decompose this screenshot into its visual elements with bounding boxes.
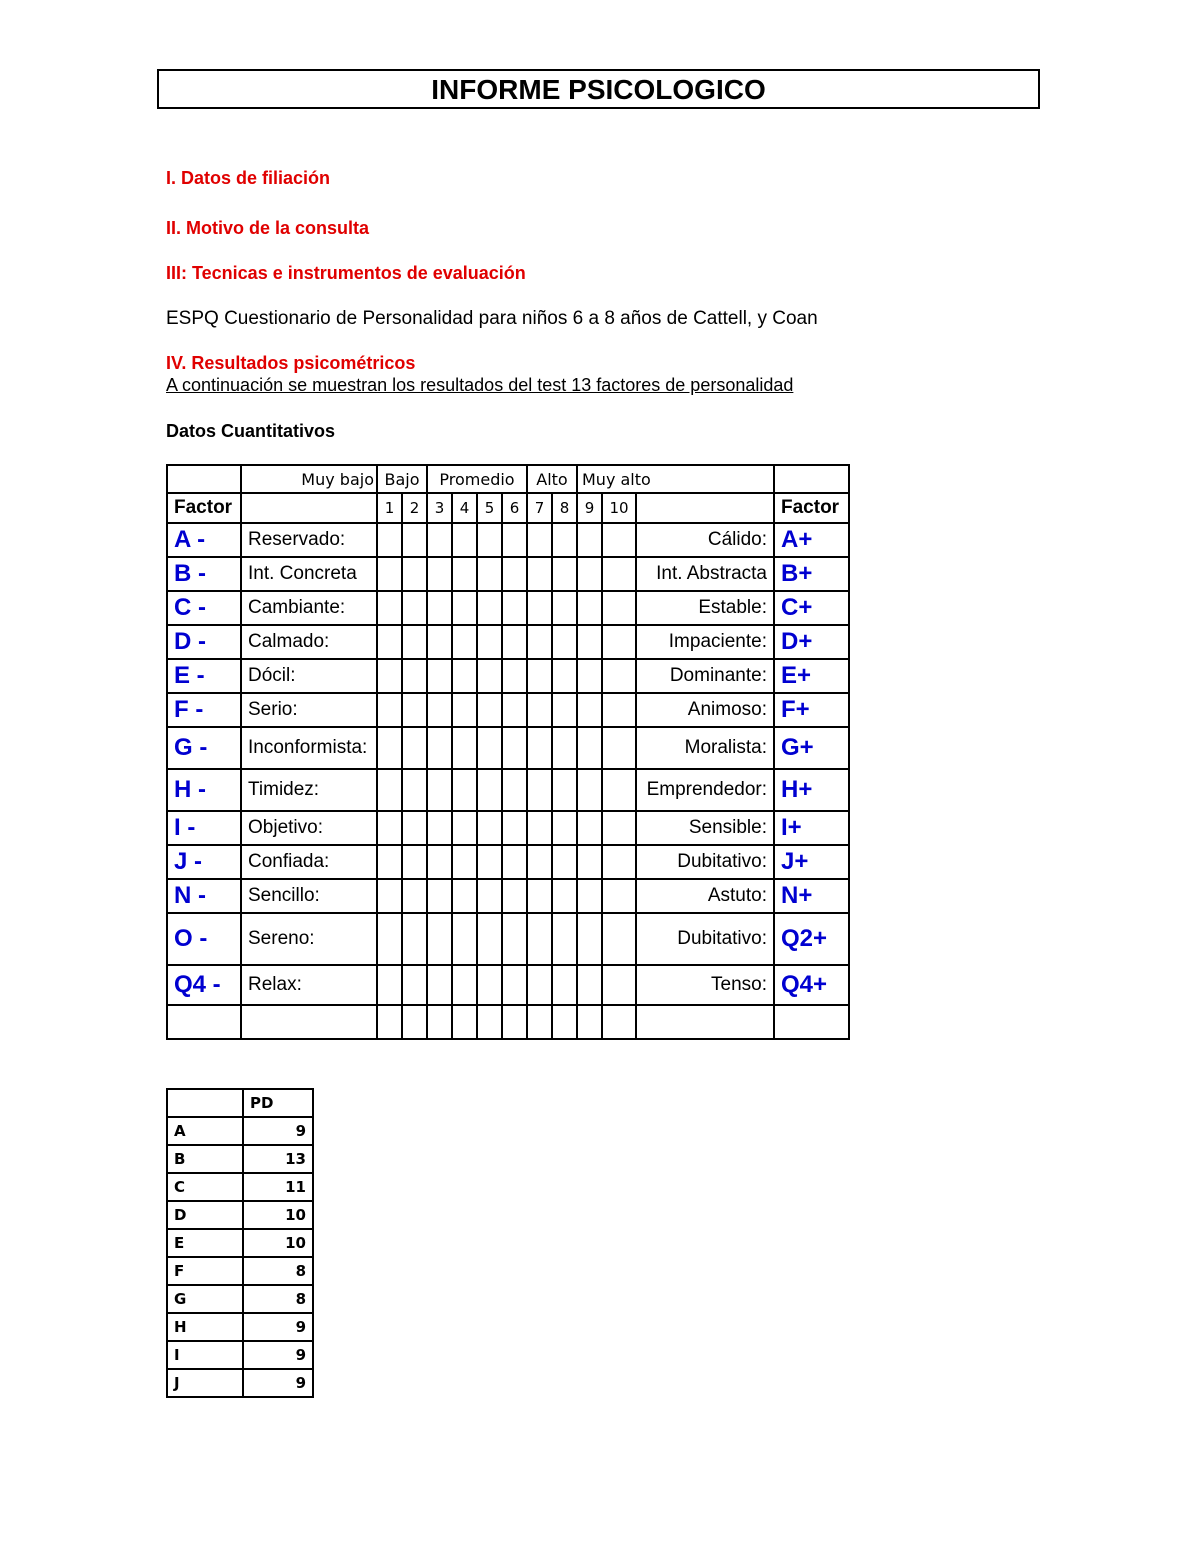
factor-profile-grid bbox=[166, 464, 850, 1040]
blank-cell bbox=[427, 1005, 452, 1039]
instrument-description: ESPQ Cuestionario de Personalidad para niños 6 a 8 años de Cattell, y Coan bbox=[166, 308, 818, 329]
section-datos-filiacion: I. Datos de filiación bbox=[166, 168, 331, 188]
score-cell bbox=[602, 693, 636, 727]
score-cell bbox=[402, 557, 427, 591]
score-cell bbox=[527, 965, 552, 1005]
right-factor-label: Dominante: bbox=[636, 659, 774, 693]
score-cell bbox=[477, 523, 502, 557]
right-factor-code: J+ bbox=[774, 845, 849, 879]
score-cell bbox=[527, 913, 552, 965]
left-factor-code: F - bbox=[167, 693, 241, 727]
pd-factor: H bbox=[167, 1313, 243, 1341]
score-cell bbox=[552, 591, 577, 625]
right-factor-code: N+ bbox=[774, 879, 849, 913]
score-cell bbox=[552, 693, 577, 727]
score-cell bbox=[602, 557, 636, 591]
blank-cell bbox=[167, 1089, 243, 1117]
score-cell bbox=[602, 523, 636, 557]
right-factor-code: F+ bbox=[774, 693, 849, 727]
score-cell bbox=[452, 591, 477, 625]
pd-value: 10 bbox=[243, 1201, 313, 1229]
score-cell bbox=[427, 693, 452, 727]
score-cell bbox=[577, 557, 602, 591]
score-cell bbox=[602, 879, 636, 913]
score-cell bbox=[577, 625, 602, 659]
score-cell bbox=[577, 659, 602, 693]
score-cell bbox=[452, 625, 477, 659]
factor-row bbox=[167, 811, 849, 845]
pd-score-table bbox=[166, 1088, 314, 1398]
score-cell bbox=[452, 693, 477, 727]
score-cell bbox=[577, 811, 602, 845]
score-cell bbox=[577, 879, 602, 913]
factor-row bbox=[167, 625, 849, 659]
section-resultados: IV. Resultados psicométricos bbox=[166, 353, 416, 373]
right-factor-code: I+ bbox=[774, 811, 849, 845]
score-cell bbox=[602, 769, 636, 811]
score-cell bbox=[577, 965, 602, 1005]
score-cell bbox=[477, 879, 502, 913]
score-cell bbox=[377, 659, 402, 693]
blank-cell bbox=[502, 1005, 527, 1039]
left-factor-label: Inconformista: bbox=[241, 727, 377, 769]
left-factor-code: D - bbox=[167, 625, 241, 659]
score-cell bbox=[377, 625, 402, 659]
score-cell bbox=[427, 965, 452, 1005]
pd-row bbox=[167, 1201, 313, 1229]
pd-factor: D bbox=[167, 1201, 243, 1229]
score-cell bbox=[502, 659, 527, 693]
score-cell bbox=[577, 913, 602, 965]
score-cell bbox=[452, 557, 477, 591]
left-factor-code: B - bbox=[167, 557, 241, 591]
score-cell bbox=[527, 591, 552, 625]
score-cell bbox=[552, 965, 577, 1005]
score-cell bbox=[477, 727, 502, 769]
score-cell bbox=[602, 591, 636, 625]
score-cell bbox=[602, 913, 636, 965]
score-cell bbox=[477, 693, 502, 727]
score-cell bbox=[577, 693, 602, 727]
score-cell bbox=[527, 625, 552, 659]
score-cell bbox=[552, 845, 577, 879]
factor-header-right: Factor bbox=[774, 493, 849, 523]
score-cell bbox=[477, 965, 502, 1005]
score-cell bbox=[477, 913, 502, 965]
score-cell bbox=[577, 591, 602, 625]
score-cell bbox=[552, 811, 577, 845]
pd-row bbox=[167, 1145, 313, 1173]
right-factor-label: Estable: bbox=[636, 591, 774, 625]
score-cell bbox=[377, 845, 402, 879]
pd-factor: A bbox=[167, 1117, 243, 1145]
score-cell bbox=[402, 693, 427, 727]
score-cell bbox=[477, 625, 502, 659]
pd-row bbox=[167, 1285, 313, 1313]
score-cell bbox=[402, 811, 427, 845]
score-cell bbox=[527, 811, 552, 845]
score-cell bbox=[527, 557, 552, 591]
pd-value: 9 bbox=[243, 1117, 313, 1145]
pd-header-row bbox=[167, 1089, 313, 1117]
scale-number: 1 bbox=[377, 493, 402, 523]
left-factor-label: Dócil: bbox=[241, 659, 377, 693]
blank-cell bbox=[167, 465, 241, 493]
right-factor-label: Dubitativo: bbox=[636, 913, 774, 965]
pd-factor: I bbox=[167, 1341, 243, 1369]
left-factor-label: Serio: bbox=[241, 693, 377, 727]
pd-value: 9 bbox=[243, 1341, 313, 1369]
score-cell bbox=[527, 659, 552, 693]
score-cell bbox=[427, 727, 452, 769]
score-cell bbox=[427, 523, 452, 557]
score-cell bbox=[577, 845, 602, 879]
score-cell bbox=[377, 879, 402, 913]
blank-cell bbox=[477, 1005, 502, 1039]
right-factor-code: B+ bbox=[774, 557, 849, 591]
pd-factor: F bbox=[167, 1257, 243, 1285]
left-factor-label: Sereno: bbox=[241, 913, 377, 965]
pd-row bbox=[167, 1173, 313, 1201]
score-cell bbox=[477, 659, 502, 693]
score-cell bbox=[452, 913, 477, 965]
left-factor-label: Sencillo: bbox=[241, 879, 377, 913]
band-header-row bbox=[167, 465, 849, 493]
right-factor-code: A+ bbox=[774, 523, 849, 557]
band-muy-bajo: Muy bajo bbox=[241, 465, 377, 493]
scale-header-row bbox=[167, 493, 849, 523]
band-alto: Alto bbox=[527, 465, 577, 493]
pd-value: 9 bbox=[243, 1369, 313, 1397]
left-factor-code: J - bbox=[167, 845, 241, 879]
score-cell bbox=[552, 659, 577, 693]
right-factor-label: Dubitativo: bbox=[636, 845, 774, 879]
scale-number: 6 bbox=[502, 493, 527, 523]
pd-factor: E bbox=[167, 1229, 243, 1257]
pd-factor: G bbox=[167, 1285, 243, 1313]
factor-row bbox=[167, 913, 849, 965]
factor-row bbox=[167, 557, 849, 591]
score-cell bbox=[477, 811, 502, 845]
factor-row bbox=[167, 523, 849, 557]
score-cell bbox=[477, 591, 502, 625]
score-cell bbox=[402, 591, 427, 625]
blank-cell bbox=[774, 465, 849, 493]
score-cell bbox=[452, 523, 477, 557]
pd-row bbox=[167, 1369, 313, 1397]
score-cell bbox=[502, 769, 527, 811]
score-cell bbox=[377, 965, 402, 1005]
section-tecnicas: III: Tecnicas e instrumentos de evaluación bbox=[166, 263, 526, 283]
pd-value: 8 bbox=[243, 1285, 313, 1313]
score-cell bbox=[402, 965, 427, 1005]
blank-cell bbox=[241, 493, 377, 523]
score-cell bbox=[427, 913, 452, 965]
score-cell bbox=[577, 727, 602, 769]
pd-row bbox=[167, 1117, 313, 1145]
score-cell bbox=[427, 769, 452, 811]
quantitative-heading: Datos Cuantitativos bbox=[166, 421, 336, 441]
score-cell bbox=[602, 811, 636, 845]
score-cell bbox=[477, 769, 502, 811]
score-cell bbox=[552, 727, 577, 769]
score-cell bbox=[377, 523, 402, 557]
blank-cell bbox=[636, 493, 774, 523]
blank-cell bbox=[774, 1005, 849, 1039]
score-cell bbox=[552, 523, 577, 557]
score-cell bbox=[477, 557, 502, 591]
score-cell bbox=[402, 625, 427, 659]
pd-row bbox=[167, 1341, 313, 1369]
score-cell bbox=[377, 591, 402, 625]
score-cell bbox=[427, 659, 452, 693]
score-cell bbox=[402, 769, 427, 811]
scale-number: 7 bbox=[527, 493, 552, 523]
score-cell bbox=[552, 769, 577, 811]
right-factor-label: Moralista: bbox=[636, 727, 774, 769]
score-cell bbox=[502, 591, 527, 625]
right-factor-label: Tenso: bbox=[636, 965, 774, 1005]
score-cell bbox=[602, 659, 636, 693]
left-factor-code: N - bbox=[167, 879, 241, 913]
score-cell bbox=[552, 913, 577, 965]
score-cell bbox=[402, 659, 427, 693]
left-factor-label: Reservado: bbox=[241, 523, 377, 557]
pd-factor: C bbox=[167, 1173, 243, 1201]
blank-cell bbox=[402, 1005, 427, 1039]
right-factor-label: Int. Abstracta bbox=[636, 557, 774, 591]
right-factor-label: Impaciente: bbox=[636, 625, 774, 659]
score-cell bbox=[502, 913, 527, 965]
left-factor-code: I - bbox=[167, 811, 241, 845]
score-cell bbox=[552, 625, 577, 659]
pd-factor: J bbox=[167, 1369, 243, 1397]
score-cell bbox=[477, 845, 502, 879]
left-factor-label: Int. Concreta bbox=[241, 557, 377, 591]
factor-row bbox=[167, 879, 849, 913]
right-factor-code: D+ bbox=[774, 625, 849, 659]
score-cell bbox=[427, 591, 452, 625]
factor-header-left: Factor bbox=[167, 493, 241, 523]
score-cell bbox=[377, 557, 402, 591]
score-cell bbox=[427, 845, 452, 879]
scale-number: 3 bbox=[427, 493, 452, 523]
factor-row bbox=[167, 727, 849, 769]
score-cell bbox=[502, 965, 527, 1005]
factor-row bbox=[167, 591, 849, 625]
blank-cell bbox=[377, 1005, 402, 1039]
blank-cell bbox=[167, 1005, 241, 1039]
left-factor-code: A - bbox=[167, 523, 241, 557]
left-factor-code: G - bbox=[167, 727, 241, 769]
score-cell bbox=[602, 625, 636, 659]
right-factor-code: H+ bbox=[774, 769, 849, 811]
score-cell bbox=[377, 769, 402, 811]
left-factor-label: Calmado: bbox=[241, 625, 377, 659]
right-factor-code: G+ bbox=[774, 727, 849, 769]
right-factor-label: Animoso: bbox=[636, 693, 774, 727]
scale-number: 2 bbox=[402, 493, 427, 523]
score-cell bbox=[602, 727, 636, 769]
report-title: INFORME PSICOLOGICO bbox=[157, 69, 1040, 109]
left-factor-label: Cambiante: bbox=[241, 591, 377, 625]
right-factor-code: Q2+ bbox=[774, 913, 849, 965]
factor-row bbox=[167, 659, 849, 693]
score-cell bbox=[452, 727, 477, 769]
score-cell bbox=[427, 625, 452, 659]
score-cell bbox=[527, 523, 552, 557]
left-factor-label: Relax: bbox=[241, 965, 377, 1005]
score-cell bbox=[502, 845, 527, 879]
score-cell bbox=[602, 965, 636, 1005]
left-factor-label: Confiada: bbox=[241, 845, 377, 879]
right-factor-code: E+ bbox=[774, 659, 849, 693]
right-factor-label: Sensible: bbox=[636, 811, 774, 845]
left-factor-code: Q4 - bbox=[167, 965, 241, 1005]
score-cell bbox=[502, 693, 527, 727]
blank-cell bbox=[636, 1005, 774, 1039]
score-cell bbox=[377, 727, 402, 769]
pd-row bbox=[167, 1257, 313, 1285]
right-factor-code: Q4+ bbox=[774, 965, 849, 1005]
pd-value: 10 bbox=[243, 1229, 313, 1257]
left-factor-code: O - bbox=[167, 913, 241, 965]
factor-row bbox=[167, 965, 849, 1005]
left-factor-label: Objetivo: bbox=[241, 811, 377, 845]
score-cell bbox=[377, 913, 402, 965]
score-cell bbox=[452, 879, 477, 913]
blank-cell bbox=[241, 1005, 377, 1039]
left-factor-code: E - bbox=[167, 659, 241, 693]
pd-factor: B bbox=[167, 1145, 243, 1173]
right-factor-code: C+ bbox=[774, 591, 849, 625]
scale-number: 5 bbox=[477, 493, 502, 523]
score-cell bbox=[452, 659, 477, 693]
score-cell bbox=[577, 769, 602, 811]
results-intro: A continuación se muestran los resultados del test 13 factores de personalidad bbox=[166, 375, 794, 395]
score-cell bbox=[502, 879, 527, 913]
score-cell bbox=[527, 727, 552, 769]
score-cell bbox=[452, 965, 477, 1005]
score-cell bbox=[502, 523, 527, 557]
score-cell bbox=[527, 769, 552, 811]
blank-cell bbox=[602, 1005, 636, 1039]
score-cell bbox=[552, 879, 577, 913]
score-cell bbox=[377, 693, 402, 727]
score-cell bbox=[452, 845, 477, 879]
score-cell bbox=[527, 879, 552, 913]
factor-row bbox=[167, 845, 849, 879]
left-factor-label: Timidez: bbox=[241, 769, 377, 811]
score-cell bbox=[552, 557, 577, 591]
blank-cell bbox=[577, 1005, 602, 1039]
scale-number: 8 bbox=[552, 493, 577, 523]
factor-row bbox=[167, 769, 849, 811]
pd-row bbox=[167, 1229, 313, 1257]
blank-cell bbox=[452, 1005, 477, 1039]
pd-value: 9 bbox=[243, 1313, 313, 1341]
score-cell bbox=[502, 557, 527, 591]
scale-number: 10 bbox=[602, 493, 636, 523]
scale-number: 9 bbox=[577, 493, 602, 523]
score-cell bbox=[377, 811, 402, 845]
left-factor-code: H - bbox=[167, 769, 241, 811]
band-muy-alto: Muy alto bbox=[577, 465, 774, 493]
scale-number: 4 bbox=[452, 493, 477, 523]
score-cell bbox=[427, 879, 452, 913]
section-motivo-consulta: II. Motivo de la consulta bbox=[166, 218, 370, 238]
score-cell bbox=[427, 557, 452, 591]
score-cell bbox=[527, 693, 552, 727]
blank-cell bbox=[552, 1005, 577, 1039]
score-cell bbox=[402, 913, 427, 965]
band-bajo: Bajo bbox=[377, 465, 427, 493]
score-cell bbox=[577, 523, 602, 557]
score-cell bbox=[452, 811, 477, 845]
blank-cell bbox=[527, 1005, 552, 1039]
pd-value: 13 bbox=[243, 1145, 313, 1173]
left-factor-code: C - bbox=[167, 591, 241, 625]
pd-value: 8 bbox=[243, 1257, 313, 1285]
pd-header: PD bbox=[243, 1089, 313, 1117]
score-cell bbox=[402, 879, 427, 913]
pd-value: 11 bbox=[243, 1173, 313, 1201]
pd-row bbox=[167, 1313, 313, 1341]
score-cell bbox=[402, 523, 427, 557]
score-cell bbox=[402, 727, 427, 769]
band-promedio: Promedio bbox=[427, 465, 527, 493]
score-cell bbox=[502, 811, 527, 845]
empty-row bbox=[167, 1005, 849, 1039]
score-cell bbox=[602, 845, 636, 879]
score-cell bbox=[402, 845, 427, 879]
score-cell bbox=[452, 769, 477, 811]
right-factor-label: Cálido: bbox=[636, 523, 774, 557]
right-factor-label: Astuto: bbox=[636, 879, 774, 913]
score-cell bbox=[527, 845, 552, 879]
score-cell bbox=[502, 625, 527, 659]
factor-row bbox=[167, 693, 849, 727]
score-cell bbox=[502, 727, 527, 769]
score-cell bbox=[427, 811, 452, 845]
right-factor-label: Emprendedor: bbox=[636, 769, 774, 811]
